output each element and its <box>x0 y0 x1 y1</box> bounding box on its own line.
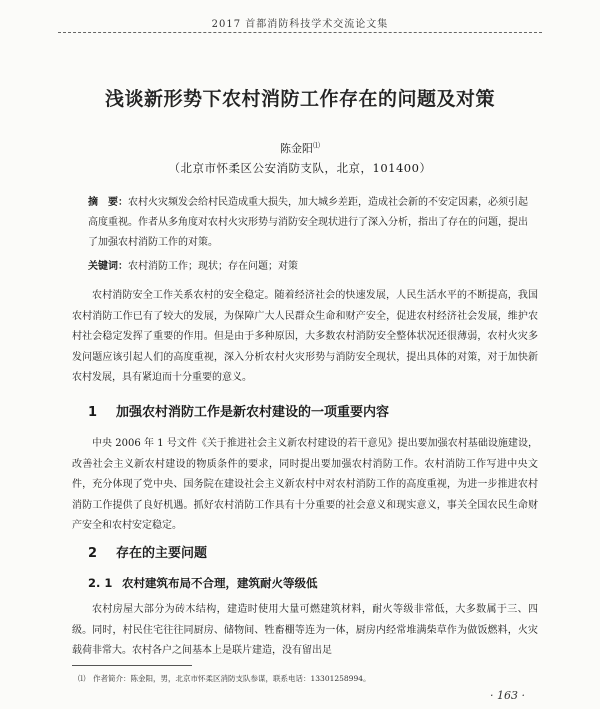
intro-paragraph: 农村消防安全工作关系农村的安全稳定。随着经济社会的快速发展，人民生活水平的不断提高，我国农村消防工作已有了较大的发展，为保障广大人民群众生命和财产安全，促进农村经济社会发展，维护农村社会稳定发挥了重要的作用。但是由于多种原因，大多数农村消防安全整体状况还很薄弱，农村火灾多发问题应该引起人们的高度重视，深入分析农村火灾形势与消防安全现状，提出具体的对策，对于加快新农村发展，具有紧迫而十分重要的意义。 <box>72 290 538 384</box>
footnote-divider <box>72 665 192 666</box>
keywords <box>88 257 528 272</box>
keywords-text: 农村消防工作；现状；存在问题；对策 <box>128 261 298 272</box>
abstract <box>88 193 528 253</box>
subsection-2-1-number: 2. 1 <box>88 576 113 590</box>
affiliation: （北京市怀柔区公安消防支队，北京，101400） <box>168 161 432 175</box>
section-1-heading <box>88 401 389 420</box>
subsection-2-1-paragraph: 农村房屋大部分为砖木结构，建造时使用大量可燃建筑材料，耐火等级非常低，大多数属于三、四级。同时，村民住宅往往同厨房、储物间、牲畜棚等连为一体，厨房内经常堆满柴草作为做饭燃料，火灾载荷非常大。农村各户之间基本上是联片建造，没有留出足 <box>72 604 538 657</box>
page-number: · 163 · <box>490 689 525 702</box>
author-note-mark: ⑴ <box>313 141 320 150</box>
footnote: ⑴ 作者简介：陈金阳，男，北京市怀柔区消防支队参谋，联系电话：13301258994。 <box>78 674 371 683</box>
section-1-number: 1 <box>88 405 98 420</box>
author-name: 陈金阳 <box>280 142 313 155</box>
keywords-label: 关键词： <box>88 261 128 272</box>
section-2-title: 存在的主要问题 <box>116 546 208 561</box>
section-1-title: 加强农村消防工作是新农村建设的一项重要内容 <box>116 405 390 420</box>
author-line <box>0 140 600 156</box>
paper-title: 浅谈新形势下农村消防工作存在的问题及对策 <box>104 88 495 110</box>
header-divider <box>58 32 542 33</box>
section-1-paragraph: 中央 2006 年 1 号文件《关于推进社会主义新农村建设的若干意见》提出要加强农村基础设施建设，改善社会主义新农村建设的物质条件的要求，同时提出要加强农村消防工作。农村消防工作写进中央文件，充分体现了党中央、国务院在建设社会主义新农村中对农村消防工作的高度重视，为进一步推进农村消防工作提供了良好机遇。抓好农村消防工作具有十分重要的社会意义和现实意义，事关全国农民生命财产安全和农村安定稳定。 <box>72 438 538 532</box>
section-2-number: 2 <box>88 546 98 561</box>
abstract-label: 摘 要： <box>88 197 128 208</box>
subsection-2-1-title: 农村建筑布局不合理，建筑耐火等级低 <box>122 576 318 590</box>
subsection-2-1-heading <box>88 575 318 591</box>
abstract-text: 农村火灾频发会给村民造成重大损失，加大城乡差距，造成社会新的不安定因素，必须引起高度重视。作者从多角度对农村火灾形势与消防安全现状进行了深入分析，指出了存在的问题，提出了加强农村消防工作的对策。 <box>88 197 528 248</box>
section-2-heading <box>88 542 207 561</box>
running-header: 2017 首都消防科技学术交流论文集 <box>211 19 389 30</box>
